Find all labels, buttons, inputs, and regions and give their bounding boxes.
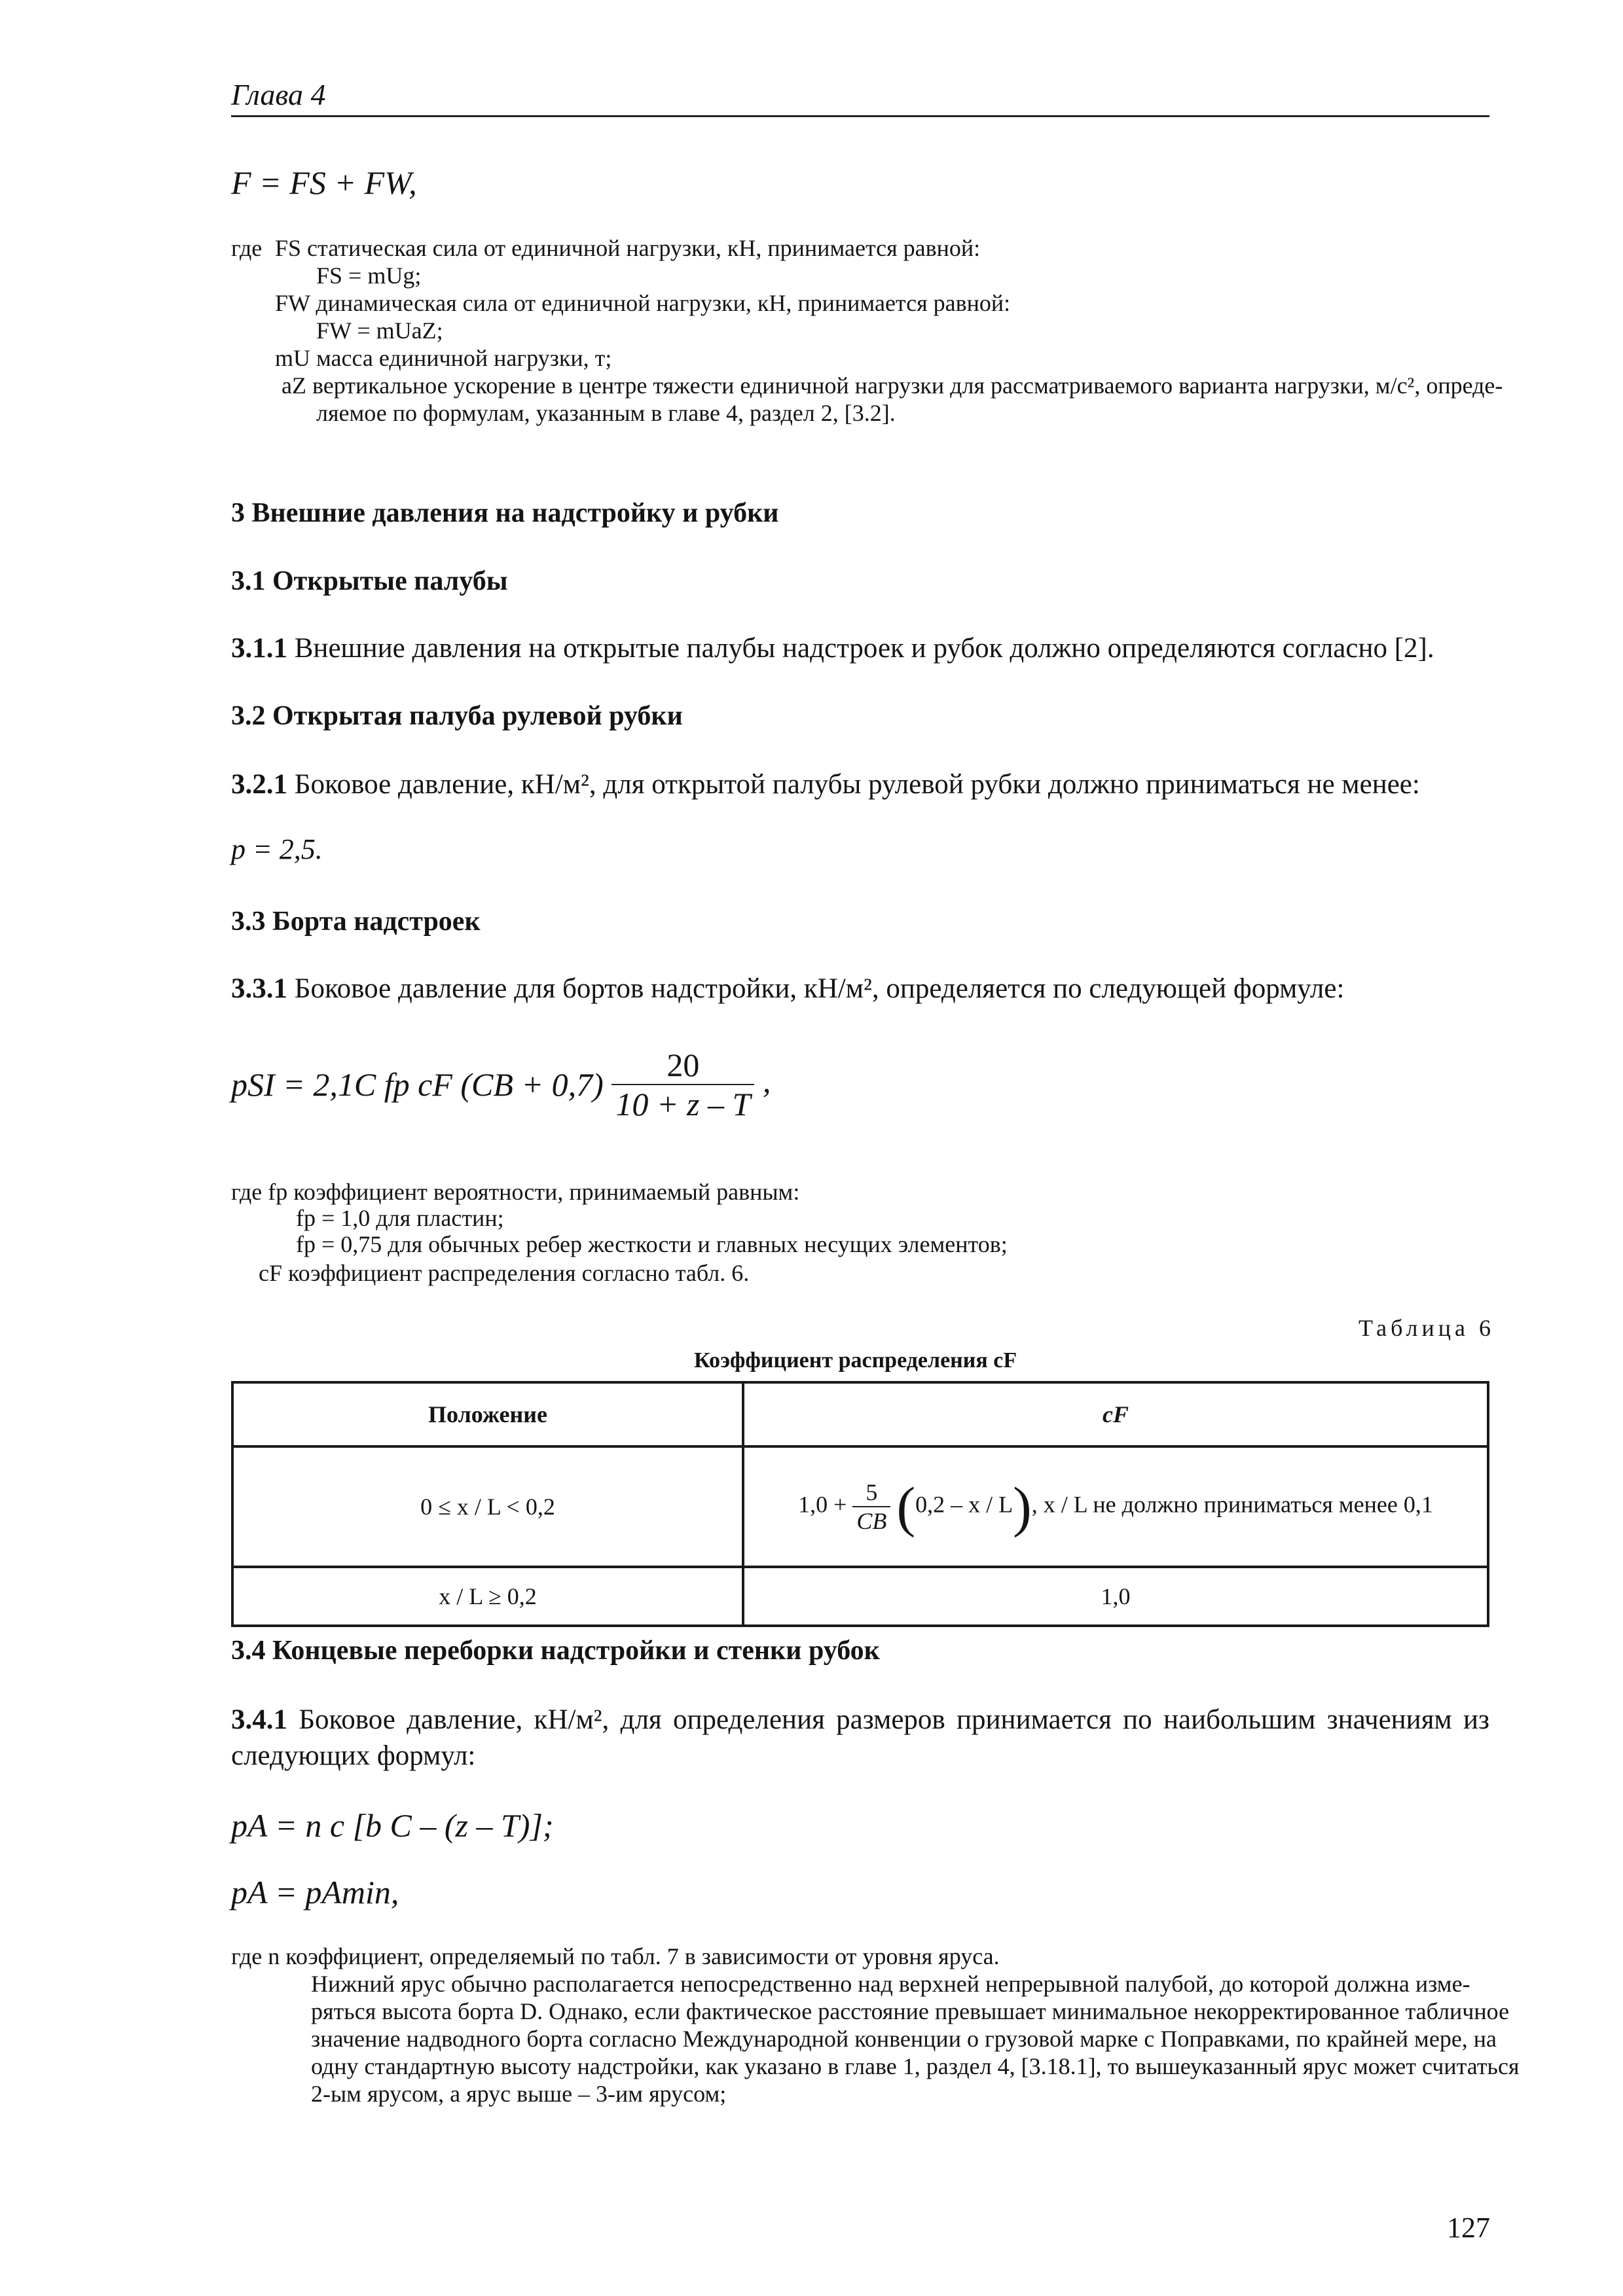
paragraph-number: 3.4.1 <box>231 1704 287 1735</box>
table-row <box>232 1446 1488 1567</box>
paragraph <box>231 768 1420 800</box>
header-rule <box>231 115 1489 117</box>
definition-line: mU масса единичной нагрузки, т; <box>275 345 612 371</box>
section-heading: 3 Внешние давления на надстройку и рубки <box>231 498 779 528</box>
definition-line: ряться высота борта D. Однако, если фактическое расстояние превышает минимальное некорректированное табличное <box>311 1998 1510 2024</box>
page-number: 127 <box>1447 2212 1490 2244</box>
fraction-denominator: 10 + z – T <box>615 1086 751 1122</box>
table-cell: x / L ≥ 0,2 <box>232 1567 743 1626</box>
paren-open: ( <box>896 1475 916 1538</box>
table-cell <box>743 1446 1488 1567</box>
table-label: Таблица 6 <box>1359 1315 1495 1341</box>
definition-line: 2-ым ярусом, а ярус выше – 3-им ярусом; <box>311 2081 727 2107</box>
subsection-heading: 3.3 Борта надстроек <box>231 906 481 937</box>
table-title: Коэффициент распределения cF <box>694 1348 1017 1372</box>
table-cell: 0 ≤ x / L < 0,2 <box>232 1446 743 1567</box>
paragraph-text: Боковое давление, кН/м², для определения размеров принимается по наибольшим значениям из следующих формул: <box>231 1704 1489 1772</box>
definition-line: FW = mUaZ; <box>316 317 443 344</box>
equation-lhs: pSI = 2,1C fp cF (CB + 0,7) <box>231 1066 604 1103</box>
definition-line: fp = 1,0 для пластин; <box>296 1205 504 1231</box>
fraction-denominator: CB <box>856 1508 887 1534</box>
equation-tail: , <box>762 1062 771 1100</box>
equation-end-bulkhead: pA = n c [b C – (z – T)]; <box>231 1807 554 1844</box>
formula-part: 1,0 + <box>798 1491 847 1518</box>
definition-line: FS = mUg; <box>316 262 422 289</box>
formula-fraction <box>852 1479 890 1535</box>
definition-line: cF коэффициент распределения согласно табл. 6. <box>259 1260 750 1286</box>
paragraph-text: Боковое давление, кН/м², для открытой палубы рулевой рубки должно приниматься не менее: <box>294 769 1420 800</box>
equation-side-pressure <box>231 1046 771 1123</box>
equation-pressure: p = 2,5. <box>231 833 323 865</box>
paragraph-number: 3.3.1 <box>231 973 287 1004</box>
paragraph-number: 3.1.1 <box>231 633 287 664</box>
equation-min-pressure: pA = pAmin, <box>231 1874 399 1910</box>
chapter-header: Глава 4 <box>231 78 326 111</box>
definition-line: одну стандартную высоту надстройки, как указано в главе 1, раздел 4, [3.18.1], то вышеуказанный ярус может считаться <box>311 2053 1520 2079</box>
paragraph <box>231 1702 1489 1774</box>
definition-line: FS статическая сила от единичной нагрузки, кН, принимается равной: <box>275 235 981 261</box>
definition-line: ляемое по формулам, указанным в главе 4, раздел 2, [3.2]. <box>316 400 896 426</box>
definition-line: fp = 0,75 для обычных ребер жесткости и главных несущих элементов; <box>296 1231 1008 1257</box>
table-cell: 1,0 <box>743 1567 1488 1626</box>
subsection-heading: 3.4 Концевые переборки надстройки и стенки рубок <box>231 1636 880 1666</box>
paren-close: ) <box>1013 1475 1032 1538</box>
definition-line: значение надводного борта согласно Международной конвенции о грузовой марке с Поправками, по крайней мере, на <box>311 2026 1497 2052</box>
table-row <box>232 1567 1488 1626</box>
formula-part: , x / L не должно приниматься менее 0,1 <box>1031 1491 1433 1518</box>
definition-line: где n коэффициент, определяемый по табл. 7 в зависимости от уровня яруса. <box>231 1943 1000 1969</box>
table-header: Положение <box>232 1382 743 1446</box>
equation-force: F = FS + FW, <box>231 164 417 201</box>
table-distribution-coefficient <box>231 1381 1489 1627</box>
definition-line: где <box>231 235 263 261</box>
definition-line: Нижний ярус обычно располагается непосредственно над верхней непрерывной палубой, до которой должна изме- <box>311 1971 1470 1997</box>
paragraph <box>231 632 1434 664</box>
equation-fraction <box>611 1046 754 1123</box>
subsection-heading: 3.2 Открытая палуба рулевой рубки <box>231 701 683 731</box>
paragraph <box>231 973 1344 1005</box>
table-header-row <box>232 1382 1488 1446</box>
fraction-numerator: 5 <box>852 1479 890 1507</box>
definition-line: где fp коэффициент вероятности, принимаемый равным: <box>231 1179 800 1205</box>
definition-line: aZ вертикальное ускорение в центре тяжести единичной нагрузки для рассматриваемого варианта нагрузки, м/с², опреде- <box>282 372 1503 399</box>
table-header: cF <box>743 1382 1488 1446</box>
fraction-numerator: 20 <box>611 1046 754 1085</box>
definition-line: FW динамическая сила от единичной нагрузки, кН, принимается равной: <box>275 290 1011 316</box>
paragraph-number: 3.2.1 <box>231 769 287 800</box>
formula-part: 0,2 – x / L <box>915 1491 1013 1518</box>
paragraph-text: Боковое давление для бортов надстройки, кН/м², определяется по следующей формуле: <box>294 973 1345 1004</box>
paragraph-text: Внешние давления на открытые палубы надстроек и рубок должно определяются согласно [2]. <box>294 633 1434 664</box>
subsection-heading: 3.1 Открытые палубы <box>231 566 508 596</box>
